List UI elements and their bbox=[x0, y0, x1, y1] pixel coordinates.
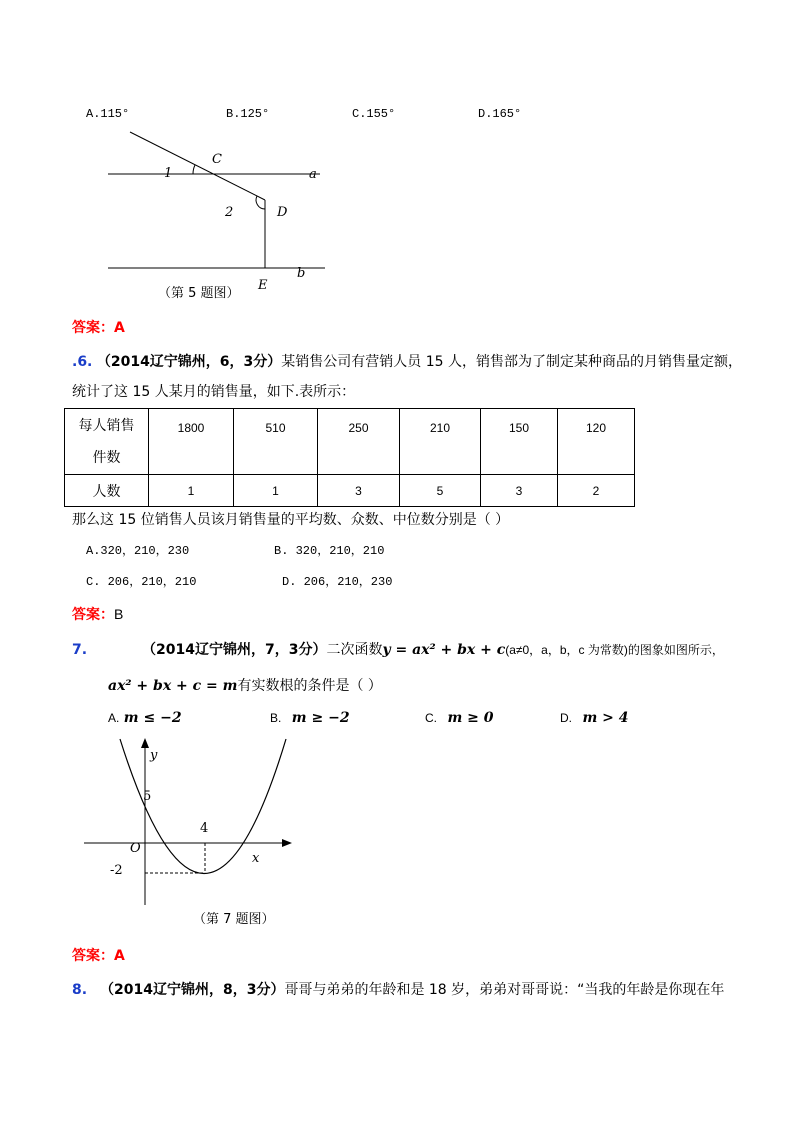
option-letter: D. bbox=[560, 711, 572, 725]
q5-figure-caption: （第 5 题图） bbox=[158, 286, 240, 301]
option-expression: m ≥ −2 bbox=[291, 710, 350, 726]
q5-option-a: A.115° bbox=[86, 107, 130, 121]
label-y-intercept: 5 bbox=[143, 789, 152, 804]
q6-question: 那么这 15 位销售人员该月销售量的平均数、众数、中位数分别是（ ） bbox=[72, 512, 510, 528]
label-angle-2: 2 bbox=[225, 205, 234, 220]
table-cell: 2 bbox=[558, 475, 635, 507]
table-cell: 510 bbox=[234, 409, 318, 475]
table-header-cell: 人数 bbox=[65, 475, 149, 507]
option-expression: m > 4 bbox=[582, 710, 629, 726]
q7-answer bbox=[72, 947, 125, 965]
option-letter: B. bbox=[270, 711, 282, 725]
q6-option-b: B. 320，210，210 bbox=[274, 544, 385, 558]
q6-option-c: C. 206，210，210 bbox=[86, 575, 197, 589]
answer-label: 答案： bbox=[72, 607, 114, 623]
q7-number: 7. bbox=[72, 642, 88, 658]
table-cell: 210 bbox=[400, 409, 481, 475]
option-expression: m ≤ −2 bbox=[123, 710, 182, 726]
q7-stem-line1 bbox=[142, 641, 724, 659]
label-line-b: b bbox=[297, 266, 306, 281]
question-source: （2014辽宁锦州，6，3分） bbox=[96, 354, 282, 370]
table-cell: 150 bbox=[481, 409, 558, 475]
q5-answer bbox=[72, 319, 125, 337]
q8-stem-line1 bbox=[100, 981, 724, 999]
option-letter: C. bbox=[425, 711, 437, 725]
answer-value: A bbox=[114, 320, 125, 336]
question-source: （2014辽宁锦州，7，3分） bbox=[142, 642, 327, 658]
q6-option-d: D. 206，210，230 bbox=[282, 575, 393, 589]
y-axis-arrow bbox=[141, 738, 149, 748]
label-point-e: E bbox=[258, 278, 268, 293]
q7-option-d bbox=[560, 709, 629, 727]
table-cell: 250 bbox=[318, 409, 400, 475]
q7-figure-caption: （第 7 题图） bbox=[193, 912, 275, 927]
transversal-line bbox=[130, 132, 265, 200]
question-text: 某销售公司有营销人员 15 人，销售部为了制定某种商品的月销售量定额， bbox=[281, 354, 743, 370]
q5-option-c: C.155° bbox=[352, 107, 396, 121]
header-line2: 件数 bbox=[92, 450, 121, 466]
answer-label: 答案： bbox=[72, 320, 114, 336]
q7-option-a bbox=[108, 709, 182, 727]
option-letter: A. bbox=[108, 711, 120, 725]
q6-stem-line1 bbox=[72, 353, 742, 371]
q5-option-d: D.165° bbox=[478, 107, 522, 121]
angle-1-arc bbox=[193, 165, 195, 174]
option-expression: m ≥ 0 bbox=[447, 710, 494, 726]
table-cell: 1 bbox=[149, 475, 234, 507]
table-row-sales bbox=[65, 409, 635, 475]
sales-table bbox=[64, 408, 635, 507]
label-vertex-x: 4 bbox=[200, 821, 209, 836]
q6-answer bbox=[72, 605, 123, 624]
table-header-cell bbox=[65, 409, 149, 475]
table-cell: 1800 bbox=[149, 409, 234, 475]
question-text: 有实数根的条件是（ ） bbox=[237, 678, 382, 694]
table-cell: 3 bbox=[318, 475, 400, 507]
q5-figure bbox=[100, 125, 340, 300]
table-row-counts bbox=[65, 475, 635, 507]
label-origin: O bbox=[130, 841, 141, 856]
label-y-axis: y bbox=[150, 748, 158, 763]
label-vertex-y: -2 bbox=[110, 863, 123, 878]
answer-label: 答案： bbox=[72, 948, 114, 964]
q6-option-a: A.320，210，230 bbox=[86, 544, 190, 558]
question-text: 哥哥与弟弟的年龄和是 18 岁，弟弟对哥哥说：“当我的年龄是你现在年 bbox=[284, 982, 725, 998]
q7-option-b bbox=[270, 709, 350, 727]
answer-value: B bbox=[114, 606, 124, 622]
table-cell: 1 bbox=[234, 475, 318, 507]
label-point-d: D bbox=[277, 205, 288, 220]
x-axis-arrow bbox=[282, 839, 292, 847]
question-text: 二次函数 bbox=[326, 642, 383, 658]
table-cell: 120 bbox=[558, 409, 635, 475]
header-line1: 每人销售 bbox=[78, 418, 135, 434]
q7-option-c bbox=[425, 709, 494, 727]
table-cell: 3 bbox=[481, 475, 558, 507]
label-x-axis: x bbox=[252, 851, 260, 866]
label-angle-1: 1 bbox=[164, 166, 173, 181]
question-text-cont: (a≠0，a，b，c 为常数)的图象如图所示， bbox=[505, 643, 724, 657]
answer-value: A bbox=[114, 948, 125, 964]
label-point-c: C bbox=[212, 152, 222, 167]
q7-stem-line2 bbox=[108, 677, 382, 695]
q7-figure bbox=[80, 735, 295, 910]
formula-quadratic: y = ax² + bx + c bbox=[382, 642, 506, 658]
formula-equation: ax² + bx + c = m bbox=[108, 678, 238, 694]
label-line-a: a bbox=[309, 167, 317, 182]
question-source: （2014辽宁锦州，8，3分） bbox=[100, 982, 285, 998]
question-number: .6. bbox=[72, 354, 93, 370]
q6-stem-line2: 统计了这 15 人某月的销售量，如下.表所示： bbox=[72, 384, 356, 400]
table-cell: 5 bbox=[400, 475, 481, 507]
q8-number: 8. bbox=[72, 982, 88, 998]
q5-option-b: B.125° bbox=[226, 107, 270, 121]
